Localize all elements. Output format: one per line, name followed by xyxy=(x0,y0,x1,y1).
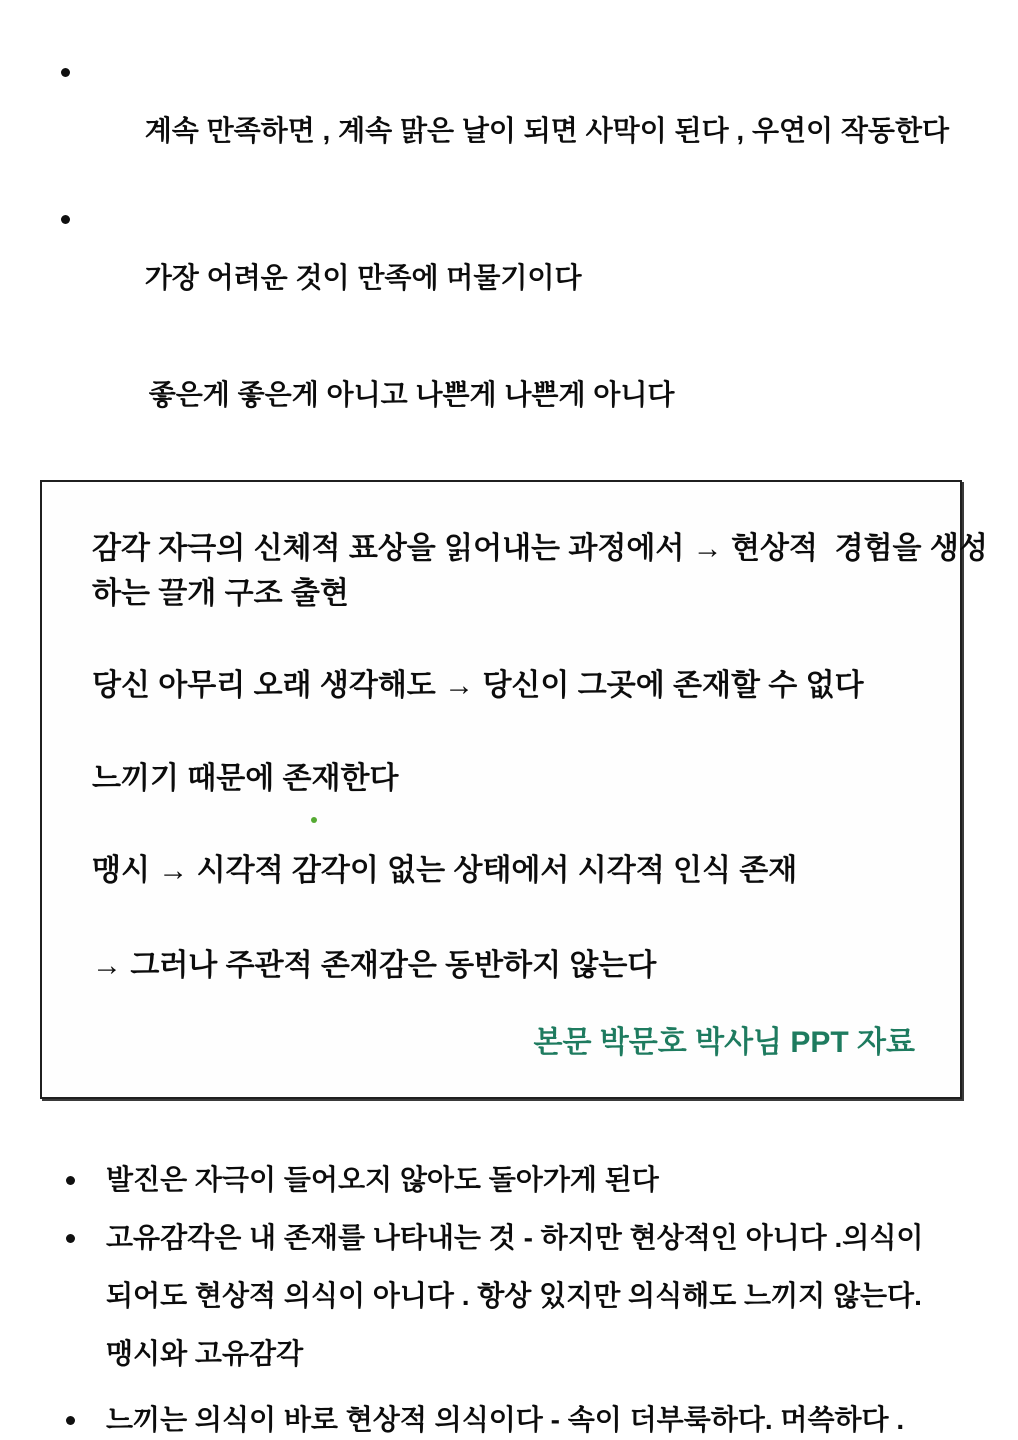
quote-line: 맹시 → 시각적 감각이 없는 상태에서 시각적 인식 존재 xyxy=(92,854,798,887)
list-item-text: 발진은 자극이 들어오지 않아도 돌아가게 된다 xyxy=(106,1164,659,1195)
bullet-icon xyxy=(66,1234,75,1243)
bullet-icon xyxy=(66,1416,75,1425)
list-item-text: 고유감각은 내 존재를 나타내는 것 - 하지만 현상적인 아니다 .의식이 xyxy=(106,1222,924,1253)
bullet-icon xyxy=(66,1176,75,1185)
quote-paragraph xyxy=(92,663,915,708)
quote-line: 감각 자극의 신체적 표상을 읽어내는 과정에서 → 현상적 경험을 생성 xyxy=(92,532,988,565)
quote-line: 당신 아무리 오래 생각해도 → 당신이 그곳에 존재할 수 없다 xyxy=(92,669,864,702)
quote-line: → 그러나 주관적 존재감은 동반하지 않는다 xyxy=(92,949,657,982)
bullet-icon xyxy=(61,68,70,77)
list-item-text: 계속 만족하면 , 계속 맑은 날이 되면 사막이 된다 , 우연이 작동한다 xyxy=(144,115,950,146)
list-item-text: 느끼는 의식이 바로 현상적 의식이다 - 속이 더부룩하다. 머쓱하다 . xyxy=(106,1404,905,1435)
quote-paragraph xyxy=(92,526,988,616)
list-item xyxy=(0,56,1018,176)
list-item-text: 좋은게 좋은게 아니고 나쁜게 나쁜게 아니다 xyxy=(148,379,675,410)
source-credit: 본문 박문호 박사님 PPT 자료 xyxy=(533,1026,915,1059)
bullet-icon xyxy=(61,215,70,224)
quote-paragraph xyxy=(92,848,915,893)
quote-paragraph xyxy=(92,756,915,801)
list-item xyxy=(0,1151,1018,1209)
list-item xyxy=(0,1391,1018,1440)
bottom-bullet-list xyxy=(0,1151,1018,1440)
quote-paragraph xyxy=(92,943,915,988)
list-item-text: 맹시와 고유감각 xyxy=(106,1338,304,1369)
list-item xyxy=(0,1209,1018,1383)
list-item-continuation xyxy=(0,350,1018,440)
quote-box xyxy=(40,480,988,1099)
quote-line: 하는 끌개 구조 출현 xyxy=(92,577,349,610)
top-bullet-list xyxy=(0,0,1018,440)
list-item-text: 가장 어려운 것이 만족에 머물기이다 xyxy=(144,262,582,293)
green-dot-artifact xyxy=(311,817,317,823)
list-item-text: 되어도 현상적 의식이 아니다 . 항상 있지만 의식해도 느끼지 않는다. xyxy=(106,1280,922,1311)
quote-line: 느끼기 때문에 존재한다 xyxy=(92,762,399,795)
list-item xyxy=(0,203,1018,323)
